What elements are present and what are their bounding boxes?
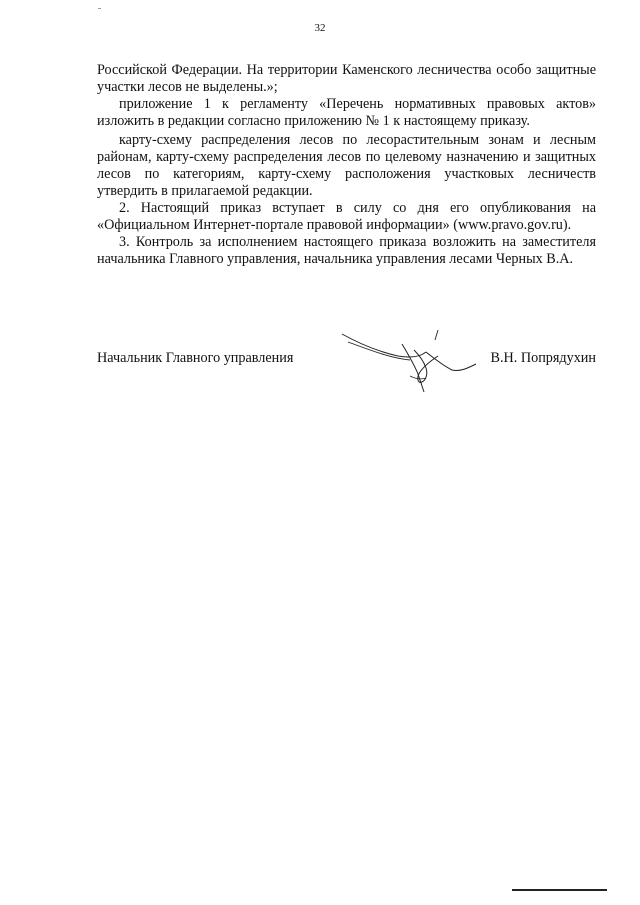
paragraph-effective-date: 2. Настоящий приказ вступает в силу со дня его опубликования на «Официальном Интернет-портале правовой информации» (www.pravo.gov.ru). [97,200,596,233]
document-body [97,62,596,268]
signatory-name: В.Н. Попрядухин [490,350,596,366]
paragraph-maps: карту-схему распределения лесов по лесорастительным зонам и лесным районам, карту-схему распределения лесов по целевому назначению и защитных лесов по категориям, карту-схему расположения участковых лесничеств утвердить в прилагаемой редакции. [97,132,596,199]
paragraph-control: 3. Контроль за исполнением настоящего приказа возложить на заместителя начальника Главного управления, начальника управления лесами Черных В.А. [97,234,596,267]
paragraph-appendix-1: приложение 1 к регламенту «Перечень нормативных правовых актов» изложить в редакции согласно приложению № 1 к настоящему приказу. [97,96,596,129]
handwritten-signature [340,330,480,395]
scan-mark [98,8,101,9]
paragraph-continuation: Российской Федерации. На территории Каменского лесничества особо защитные участки лесов не выделены.»; [97,62,596,95]
footer-rule [512,889,607,891]
signatory-title: Начальник Главного управления [97,350,294,366]
signature-block [97,346,596,406]
page-number: 32 [314,22,326,34]
